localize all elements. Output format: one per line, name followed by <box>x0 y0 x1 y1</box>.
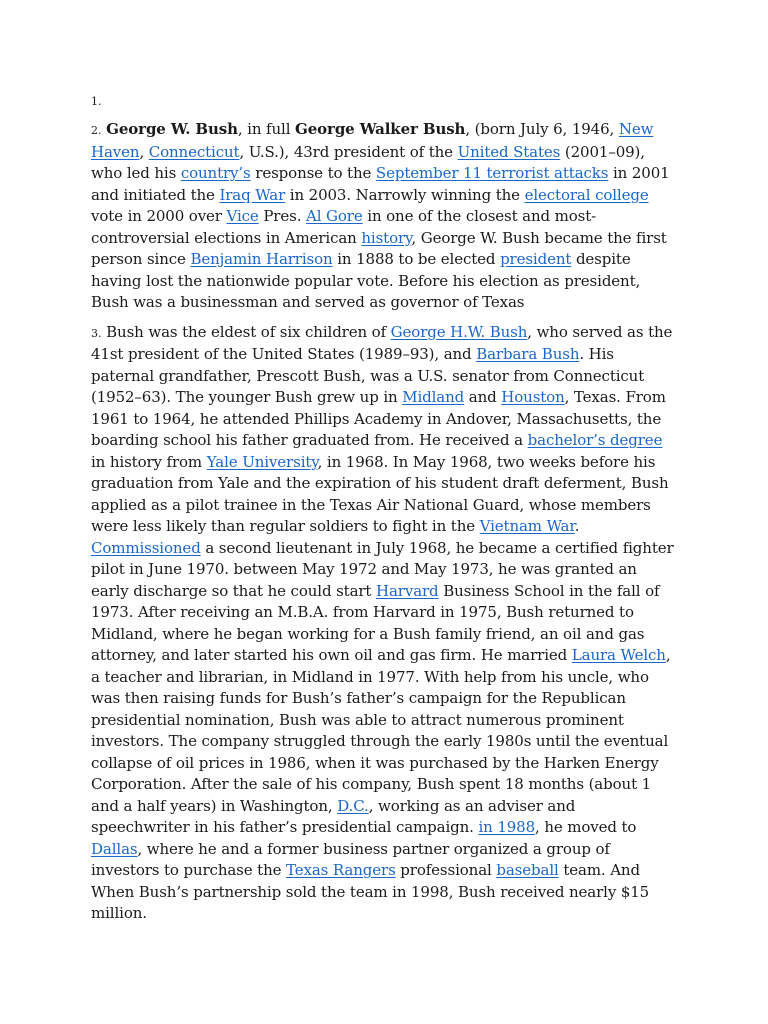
hyperlink[interactable]: Commissioned <box>91 538 201 557</box>
paragraph-body <box>91 120 670 311</box>
body-text: , he moved to <box>535 818 637 836</box>
body-text: , U.S.), 43rd president of the <box>239 142 458 161</box>
paragraph-3 <box>91 322 677 925</box>
hyperlink[interactable]: Vietnam War <box>479 517 575 535</box>
hyperlink[interactable]: United States <box>457 142 561 161</box>
hyperlink[interactable]: president <box>500 250 572 268</box>
body-text: , who served as the 41st president of the United States (1989–93), and <box>91 322 673 363</box>
hyperlink[interactable]: in 1988 <box>478 818 536 836</box>
body-text: . <box>574 517 580 535</box>
body-text: and <box>464 388 502 406</box>
hyperlink[interactable]: September 11 terrorist attacks <box>375 164 609 182</box>
bold-text: George W. Bush <box>106 120 238 138</box>
body-text: , a teacher and librarian, in Midland in 1977. With help from his uncle, who was then raising funds for Bush’s father’s campaign for the Republican presidential nomination, Bush was able to attract numerous prominent investors. The company struggled through the early 1980s until the eventual collapse of oil prices in 1986, when it was purchased by the Harken Energy Corporation. After the sale of his company, Bush spent 18 months (about 1 and a half years) in Washington, <box>91 646 671 815</box>
body-text: Bush was the eldest of six children of <box>101 322 391 341</box>
body-text: Pres. <box>258 207 306 225</box>
body-text: . His paternal grandfather, Prescott Bush, was a U.S. senator from Connecticut (1952–63). The younger Bush grew up in <box>91 345 645 406</box>
paragraph-number: 3. <box>91 326 102 340</box>
body-text: team. And When Bush’s partnership sold the team in 1998, Bush received nearly $15 million. <box>91 861 650 922</box>
hyperlink[interactable]: Benjamin Harrison <box>190 250 333 268</box>
hyperlink[interactable]: D.C. <box>337 796 369 815</box>
body-text: , working as an adviser and speechwriter in his father’s presidential campaign. <box>91 796 576 836</box>
paragraph-1 <box>91 90 677 111</box>
hyperlink[interactable]: electoral college <box>524 185 649 204</box>
hyperlink[interactable]: New Haven <box>91 120 654 161</box>
body-text: in 2003. Narrowly winning the <box>285 185 525 204</box>
body-text: in one of the closest and most-controversial elections in American <box>91 207 597 247</box>
hyperlink[interactable]: country’s <box>180 164 251 182</box>
hyperlink[interactable]: Laura Welch <box>571 646 666 664</box>
hyperlink[interactable]: Vice <box>226 207 259 225</box>
hyperlink[interactable]: Al Gore <box>306 207 363 225</box>
body-text: in 1888 to be elected <box>332 250 501 268</box>
hyperlink[interactable]: Texas Rangers <box>286 861 396 879</box>
body-text: vote in 2000 over <box>91 207 227 225</box>
body-text: (2001–09), who led his <box>91 142 645 182</box>
body-text: , in full <box>237 120 296 138</box>
hyperlink[interactable]: baseball <box>496 861 559 879</box>
paragraph-2 <box>91 119 677 314</box>
hyperlink[interactable]: Dallas <box>91 839 138 858</box>
document-page <box>91 90 677 925</box>
paragraph-body <box>91 323 674 923</box>
bold-text: George Walker Bush <box>295 120 466 138</box>
body-text: , <box>139 142 149 161</box>
body-text: , (born July 6, 1946, <box>465 120 619 138</box>
paragraph-number: 1. <box>91 95 102 108</box>
body-text: in history from <box>91 452 207 471</box>
hyperlink[interactable]: Houston <box>501 388 565 406</box>
hyperlink[interactable]: Harvard <box>376 581 439 600</box>
hyperlink[interactable]: Yale University <box>206 452 318 471</box>
hyperlink[interactable]: George H.W. Bush <box>390 322 528 341</box>
hyperlink[interactable]: history <box>361 228 412 247</box>
body-text: , where he and a former business partner organized a group of investors to purchase the <box>91 839 610 879</box>
body-text: response to the <box>250 164 376 182</box>
body-text: , in 1968. In May 1968, two weeks before his graduation from Yale and the expiration of his student draft deferment, Bush applied as a pilot trainee in the Texas Air National Guard, whose members were less likely than regular soldiers to fight in the <box>91 452 669 535</box>
body-text: in 2001 and initiated the <box>91 164 670 204</box>
hyperlink[interactable]: Barbara Bush <box>476 345 580 363</box>
body-text: a second lieutenant in July 1968, he became a certified fighter pilot in June 1970. between May 1972 and May 1973, he was granted an early discharge so that he could start <box>91 538 674 600</box>
body-text: despite having lost the nationwide popular vote. Before his election as president, Bush was a businessman and served as governor of Texas <box>91 250 641 311</box>
body-text: , George W. Bush became the first person since <box>91 228 667 268</box>
hyperlink[interactable]: Midland <box>402 388 465 406</box>
hyperlink[interactable]: Connecticut <box>148 142 240 161</box>
paragraph-number: 2. <box>91 124 102 137</box>
body-text: professional <box>395 861 497 879</box>
body-text: Business School in the fall of 1973. After receiving an M.B.A. from Harvard in 1975, Bush returned to Midland, where he began working for a Bush family friend, an oil and gas attorney, and later started his own oil and gas firm. He married <box>91 581 660 664</box>
body-text: , Texas. From 1961 to 1964, he attended Phillips Academy in Andover, Massachusetts, the boarding school his father graduated from. He received a <box>91 388 666 449</box>
hyperlink[interactable]: Iraq War <box>219 185 286 204</box>
hyperlink[interactable]: bachelor’s degree <box>527 431 663 449</box>
